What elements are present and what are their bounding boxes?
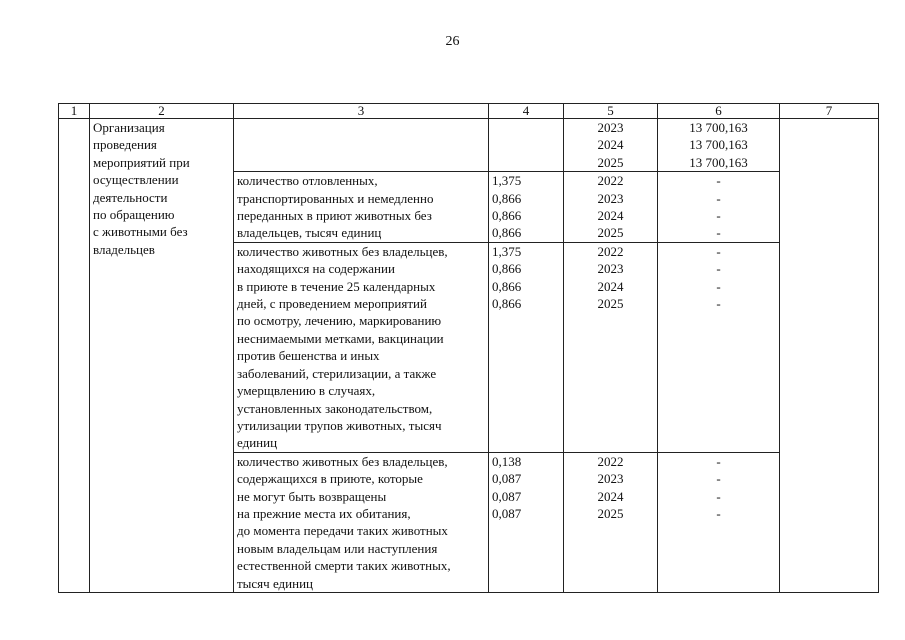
year-cell (564, 452, 658, 592)
year-value: 2023 (597, 471, 624, 487)
year-value: 2024 (597, 208, 624, 224)
indicator-text-line: единиц (237, 435, 278, 451)
year-value: 2024 (597, 137, 624, 153)
funding-amount: - (716, 243, 721, 259)
indicator-cell (234, 452, 489, 592)
indicator-value: 0,866 (492, 208, 522, 224)
funding-amount: - (716, 471, 721, 487)
value-cell (489, 242, 564, 452)
year-value: 2025 (597, 225, 624, 241)
indicator-value: 1,375 (492, 243, 522, 259)
measure-name-line: Организация (93, 120, 165, 135)
row-number-cell (59, 119, 90, 593)
funding-cell (658, 242, 780, 452)
indicator-text-line: количество животных без владельцев, (237, 453, 448, 469)
funding-cell (658, 452, 780, 592)
indicator-cell (234, 172, 489, 243)
indicator-text-line: утилизации трупов животных, тысяч (237, 417, 442, 433)
notes-cell (780, 119, 879, 593)
funding-amount: 13 700,163 (689, 120, 748, 135)
column-header: 1 (59, 104, 90, 119)
year-value: 2022 (597, 243, 624, 259)
year-value: 2025 (597, 505, 624, 521)
funding-amount: - (716, 488, 721, 504)
indicator-text-line: владельцев, тысяч единиц (237, 225, 382, 241)
indicator-cell (234, 242, 489, 452)
measure-name-line: деятельности (93, 189, 168, 205)
indicator-text-line: дней, с проведением мероприятий (237, 296, 427, 312)
funding-amount: - (716, 296, 721, 312)
measure-name-cell (90, 119, 234, 593)
indicator-text-line: находящихся на содержании (237, 261, 395, 277)
measure-name-line: владельцев (93, 241, 155, 257)
measure-name-line: по обращению (93, 207, 175, 223)
value-cell (489, 452, 564, 592)
year-value: 2023 (597, 120, 624, 135)
measure-name-line: проведения (93, 137, 157, 153)
funding-amount: 13 700,163 (689, 137, 748, 153)
column-header: 2 (90, 104, 234, 119)
indicator-text-line: транспортированных и немедленно (237, 190, 434, 206)
indicator-value: 0,866 (492, 261, 522, 277)
table-row (59, 119, 879, 172)
year-cell (564, 172, 658, 243)
funding-amount: - (716, 278, 721, 294)
funding-amount: - (716, 225, 721, 241)
indicator-text-line: количество отловленных, (237, 173, 378, 189)
program-table (58, 103, 879, 593)
funding-amount: - (716, 190, 721, 206)
year-cell (564, 242, 658, 452)
year-value: 2025 (597, 296, 624, 312)
indicator-text-line: против бешенства и иных (237, 348, 380, 364)
indicator-text-line: в приюте в течение 25 календарных (237, 278, 436, 294)
funding-amount: 13 700,163 (689, 154, 748, 170)
indicator-text-line: тысяч единиц (237, 575, 313, 591)
column-header: 7 (780, 104, 879, 119)
year-value: 2023 (597, 261, 624, 277)
indicator-text-line: количество животных без владельцев, (237, 243, 448, 259)
indicator-text-line: до момента передачи таких животных (237, 523, 448, 539)
indicator-value: 0,138 (492, 453, 522, 469)
indicator-text-line: переданных в приют животных без (237, 208, 432, 224)
funding-amount: - (716, 505, 721, 521)
indicator-text-line: установленных законодательством, (237, 400, 433, 416)
indicator-text-line: неснимаемыми метками, вакцинации (237, 330, 444, 346)
indicator-value: 0,866 (492, 225, 522, 241)
measure-name-line: осуществлении (93, 172, 179, 188)
year-value: 2022 (597, 173, 624, 189)
column-header: 5 (564, 104, 658, 119)
funding-amount: - (716, 453, 721, 469)
column-header: 3 (234, 104, 489, 119)
year-cell (564, 119, 658, 172)
indicator-value: 0,866 (492, 190, 522, 206)
year-value: 2024 (597, 278, 624, 294)
page-number: 26 (445, 34, 460, 49)
indicator-text-line: умерщвлению в случаях, (237, 383, 376, 399)
indicator-value: 1,375 (492, 173, 522, 189)
value-cell (489, 172, 564, 243)
funding-amount: - (716, 173, 721, 189)
indicator-value: 0,087 (492, 471, 522, 487)
table-header-row (59, 104, 879, 119)
column-header: 6 (658, 104, 780, 119)
measure-name-line: мероприятий при (93, 154, 190, 170)
year-value: 2024 (597, 488, 624, 504)
funding-cell (658, 172, 780, 243)
value-cell (489, 119, 564, 172)
year-value: 2023 (597, 190, 624, 206)
indicator-value: 0,866 (492, 296, 522, 312)
indicator-value: 0,087 (492, 505, 522, 521)
indicator-text-line: новым владельцам или наступления (237, 540, 438, 556)
indicator-text-line: содержащихся в приюте, которые (237, 471, 423, 487)
funding-amount: - (716, 208, 721, 224)
funding-amount: - (716, 261, 721, 277)
column-header: 4 (489, 104, 564, 119)
indicator-value: 0,866 (492, 278, 522, 294)
funding-cell (658, 119, 780, 172)
measure-name-line: с животными без (93, 224, 188, 240)
indicator-value: 0,087 (492, 488, 522, 504)
indicator-text-line: по осмотру, лечению, маркированию (237, 313, 442, 329)
year-value: 2022 (597, 453, 624, 469)
indicator-text-line: не могут быть возвращены (237, 488, 387, 504)
indicator-text-line: на прежние места их обитания, (237, 505, 411, 521)
indicator-text-line: заболеваний, стерилизации, а также (237, 365, 437, 381)
indicator-cell (234, 119, 489, 172)
year-value: 2025 (597, 154, 624, 170)
indicator-text-line: естественной смерти таких животных, (237, 558, 451, 574)
